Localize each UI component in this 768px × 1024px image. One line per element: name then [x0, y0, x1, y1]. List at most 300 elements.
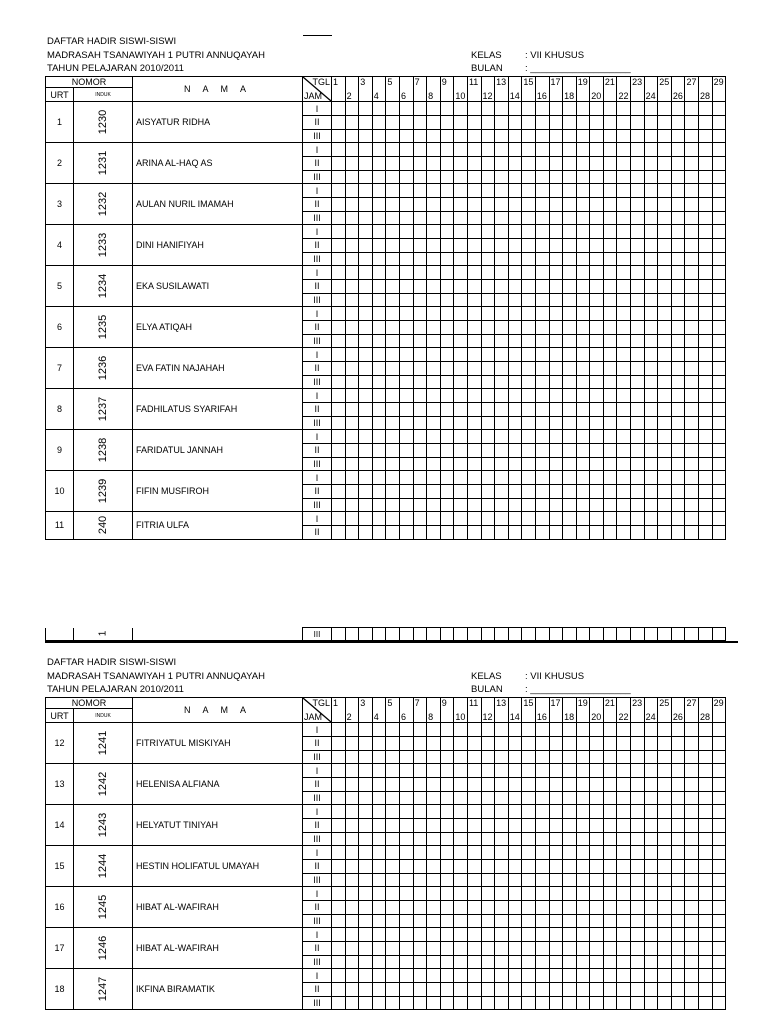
attendance-cell[interactable] — [372, 969, 386, 983]
attendance-cell[interactable] — [508, 362, 522, 376]
attendance-cell[interactable] — [617, 348, 631, 362]
attendance-cell[interactable] — [467, 102, 481, 116]
attendance-cell[interactable] — [481, 471, 495, 485]
attendance-cell[interactable] — [617, 873, 631, 887]
attendance-cell[interactable] — [590, 764, 604, 778]
attendance-cell[interactable] — [699, 498, 713, 512]
attendance-cell[interactable] — [712, 996, 726, 1010]
attendance-cell[interactable] — [644, 846, 658, 860]
attendance-cell[interactable] — [386, 942, 400, 956]
attendance-cell[interactable] — [345, 737, 359, 751]
attendance-cell[interactable] — [386, 362, 400, 376]
attendance-cell[interactable] — [345, 846, 359, 860]
attendance-cell[interactable] — [644, 239, 658, 253]
attendance-cell[interactable] — [644, 887, 658, 901]
attendance-cell[interactable] — [481, 914, 495, 928]
attendance-cell[interactable] — [603, 198, 617, 212]
attendance-cell[interactable] — [413, 471, 427, 485]
attendance-cell[interactable] — [372, 471, 386, 485]
attendance-cell[interactable] — [712, 307, 726, 321]
attendance-cell[interactable] — [495, 996, 509, 1010]
attendance-cell[interactable] — [345, 914, 359, 928]
attendance-cell[interactable] — [685, 832, 699, 846]
attendance-cell[interactable] — [590, 157, 604, 171]
attendance-cell[interactable] — [603, 457, 617, 471]
attendance-cell[interactable] — [345, 819, 359, 833]
attendance-cell[interactable] — [631, 416, 645, 430]
attendance-cell[interactable] — [345, 266, 359, 280]
attendance-cell[interactable] — [671, 252, 685, 266]
attendance-cell[interactable] — [359, 102, 373, 116]
attendance-cell[interactable] — [372, 750, 386, 764]
attendance-cell[interactable] — [522, 805, 536, 819]
attendance-cell[interactable] — [671, 819, 685, 833]
attendance-cell[interactable] — [399, 321, 413, 335]
attendance-cell[interactable] — [603, 143, 617, 157]
attendance-cell[interactable] — [576, 239, 590, 253]
attendance-cell[interactable] — [467, 280, 481, 294]
attendance-cell[interactable] — [495, 471, 509, 485]
attendance-cell[interactable] — [454, 225, 468, 239]
attendance-cell[interactable] — [644, 983, 658, 997]
attendance-cell[interactable] — [345, 129, 359, 143]
attendance-cell[interactable] — [658, 444, 672, 458]
attendance-cell[interactable] — [508, 819, 522, 833]
attendance-cell[interactable] — [671, 846, 685, 860]
attendance-cell[interactable] — [549, 129, 563, 143]
attendance-cell[interactable] — [685, 914, 699, 928]
attendance-cell[interactable] — [685, 498, 699, 512]
attendance-cell[interactable] — [712, 873, 726, 887]
attendance-cell[interactable] — [658, 252, 672, 266]
attendance-cell[interactable] — [699, 819, 713, 833]
attendance-cell[interactable] — [386, 983, 400, 997]
attendance-cell[interactable] — [467, 996, 481, 1010]
attendance-cell[interactable] — [699, 737, 713, 751]
attendance-cell[interactable] — [508, 293, 522, 307]
attendance-cell[interactable] — [576, 737, 590, 751]
attendance-cell[interactable] — [399, 805, 413, 819]
attendance-cell[interactable] — [644, 526, 658, 540]
attendance-cell[interactable] — [617, 416, 631, 430]
attendance-cell[interactable] — [576, 170, 590, 184]
attendance-cell[interactable] — [712, 485, 726, 499]
attendance-cell[interactable] — [467, 198, 481, 212]
attendance-cell[interactable] — [440, 873, 454, 887]
attendance-cell[interactable] — [603, 901, 617, 915]
attendance-cell[interactable] — [535, 928, 549, 942]
attendance-cell[interactable] — [386, 737, 400, 751]
attendance-cell[interactable] — [467, 348, 481, 362]
attendance-cell[interactable] — [576, 901, 590, 915]
attendance-cell[interactable] — [563, 430, 577, 444]
attendance-cell[interactable] — [372, 498, 386, 512]
attendance-cell[interactable] — [590, 498, 604, 512]
attendance-cell[interactable] — [535, 498, 549, 512]
attendance-cell[interactable] — [372, 512, 386, 526]
attendance-cell[interactable] — [699, 873, 713, 887]
attendance-cell[interactable] — [386, 239, 400, 253]
attendance-cell[interactable] — [685, 860, 699, 874]
attendance-cell[interactable] — [440, 942, 454, 956]
attendance-cell[interactable] — [467, 832, 481, 846]
attendance-cell[interactable] — [522, 129, 536, 143]
attendance-cell[interactable] — [413, 526, 427, 540]
attendance-cell[interactable] — [427, 239, 441, 253]
attendance-cell[interactable] — [631, 321, 645, 335]
attendance-cell[interactable] — [495, 498, 509, 512]
attendance-cell[interactable] — [535, 334, 549, 348]
attendance-cell[interactable] — [644, 293, 658, 307]
attendance-cell[interactable] — [590, 942, 604, 956]
attendance-cell[interactable] — [658, 846, 672, 860]
attendance-cell[interactable] — [712, 211, 726, 225]
attendance-cell[interactable] — [495, 778, 509, 792]
attendance-cell[interactable] — [440, 778, 454, 792]
attendance-cell[interactable] — [699, 102, 713, 116]
attendance-cell[interactable] — [495, 764, 509, 778]
attendance-cell[interactable] — [535, 805, 549, 819]
attendance-cell[interactable] — [712, 375, 726, 389]
attendance-cell[interactable] — [671, 389, 685, 403]
attendance-cell[interactable] — [590, 198, 604, 212]
attendance-cell[interactable] — [549, 498, 563, 512]
attendance-cell[interactable] — [549, 252, 563, 266]
attendance-cell[interactable] — [699, 955, 713, 969]
attendance-cell[interactable] — [481, 457, 495, 471]
attendance-cell[interactable] — [590, 239, 604, 253]
attendance-cell[interactable] — [699, 846, 713, 860]
attendance-cell[interactable] — [508, 157, 522, 171]
attendance-cell[interactable] — [454, 901, 468, 915]
attendance-cell[interactable] — [535, 416, 549, 430]
attendance-cell[interactable] — [454, 983, 468, 997]
attendance-cell[interactable] — [617, 198, 631, 212]
attendance-cell[interactable] — [481, 526, 495, 540]
attendance-cell[interactable] — [508, 723, 522, 737]
attendance-cell[interactable] — [590, 873, 604, 887]
attendance-cell[interactable] — [345, 526, 359, 540]
attendance-cell[interactable] — [399, 983, 413, 997]
attendance-cell[interactable] — [617, 805, 631, 819]
attendance-cell[interactable] — [699, 996, 713, 1010]
attendance-cell[interactable] — [644, 348, 658, 362]
attendance-cell[interactable] — [658, 157, 672, 171]
attendance-cell[interactable] — [427, 116, 441, 130]
attendance-cell[interactable] — [399, 764, 413, 778]
attendance-cell[interactable] — [372, 983, 386, 997]
attendance-cell[interactable] — [617, 485, 631, 499]
attendance-cell[interactable] — [345, 389, 359, 403]
attendance-cell[interactable] — [590, 969, 604, 983]
attendance-cell[interactable] — [549, 819, 563, 833]
attendance-cell[interactable] — [617, 225, 631, 239]
attendance-cell[interactable] — [644, 416, 658, 430]
attendance-cell[interactable] — [359, 723, 373, 737]
attendance-cell[interactable] — [345, 750, 359, 764]
attendance-cell[interactable] — [699, 457, 713, 471]
attendance-cell[interactable] — [454, 416, 468, 430]
attendance-cell[interactable] — [535, 873, 549, 887]
attendance-cell[interactable] — [454, 170, 468, 184]
attendance-cell[interactable] — [631, 628, 645, 641]
attendance-cell[interactable] — [699, 321, 713, 335]
attendance-cell[interactable] — [413, 955, 427, 969]
attendance-cell[interactable] — [508, 184, 522, 198]
attendance-cell[interactable] — [576, 805, 590, 819]
attendance-cell[interactable] — [332, 184, 346, 198]
attendance-cell[interactable] — [399, 498, 413, 512]
attendance-cell[interactable] — [631, 846, 645, 860]
attendance-cell[interactable] — [576, 791, 590, 805]
attendance-cell[interactable] — [332, 129, 346, 143]
attendance-cell[interactable] — [454, 512, 468, 526]
attendance-cell[interactable] — [345, 628, 359, 641]
attendance-cell[interactable] — [549, 887, 563, 901]
attendance-cell[interactable] — [427, 846, 441, 860]
attendance-cell[interactable] — [617, 764, 631, 778]
attendance-cell[interactable] — [712, 389, 726, 403]
attendance-cell[interactable] — [481, 764, 495, 778]
attendance-cell[interactable] — [413, 416, 427, 430]
attendance-cell[interactable] — [671, 512, 685, 526]
attendance-cell[interactable] — [413, 102, 427, 116]
attendance-cell[interactable] — [603, 750, 617, 764]
attendance-cell[interactable] — [603, 778, 617, 792]
attendance-cell[interactable] — [413, 901, 427, 915]
attendance-cell[interactable] — [671, 928, 685, 942]
attendance-cell[interactable] — [549, 628, 563, 641]
attendance-cell[interactable] — [563, 266, 577, 280]
attendance-cell[interactable] — [563, 628, 577, 641]
attendance-cell[interactable] — [427, 832, 441, 846]
attendance-cell[interactable] — [535, 457, 549, 471]
attendance-cell[interactable] — [359, 430, 373, 444]
attendance-cell[interactable] — [372, 942, 386, 956]
attendance-cell[interactable] — [590, 955, 604, 969]
attendance-cell[interactable] — [332, 375, 346, 389]
attendance-cell[interactable] — [658, 471, 672, 485]
attendance-cell[interactable] — [535, 832, 549, 846]
attendance-cell[interactable] — [671, 723, 685, 737]
attendance-cell[interactable] — [427, 983, 441, 997]
attendance-cell[interactable] — [563, 321, 577, 335]
attendance-cell[interactable] — [535, 225, 549, 239]
attendance-cell[interactable] — [386, 955, 400, 969]
attendance-cell[interactable] — [712, 252, 726, 266]
attendance-cell[interactable] — [549, 928, 563, 942]
attendance-cell[interactable] — [617, 170, 631, 184]
attendance-cell[interactable] — [345, 430, 359, 444]
attendance-cell[interactable] — [617, 526, 631, 540]
attendance-cell[interactable] — [563, 485, 577, 499]
attendance-cell[interactable] — [399, 485, 413, 499]
attendance-cell[interactable] — [332, 239, 346, 253]
attendance-cell[interactable] — [685, 430, 699, 444]
attendance-cell[interactable] — [549, 512, 563, 526]
attendance-cell[interactable] — [508, 170, 522, 184]
attendance-cell[interactable] — [631, 362, 645, 376]
attendance-cell[interactable] — [522, 362, 536, 376]
attendance-cell[interactable] — [467, 321, 481, 335]
attendance-cell[interactable] — [413, 321, 427, 335]
attendance-cell[interactable] — [658, 805, 672, 819]
attendance-cell[interactable] — [590, 375, 604, 389]
attendance-cell[interactable] — [712, 102, 726, 116]
attendance-cell[interactable] — [454, 143, 468, 157]
attendance-cell[interactable] — [359, 280, 373, 294]
attendance-cell[interactable] — [712, 887, 726, 901]
attendance-cell[interactable] — [631, 969, 645, 983]
attendance-cell[interactable] — [563, 750, 577, 764]
attendance-cell[interactable] — [699, 805, 713, 819]
attendance-cell[interactable] — [386, 416, 400, 430]
attendance-cell[interactable] — [712, 942, 726, 956]
attendance-cell[interactable] — [644, 307, 658, 321]
attendance-cell[interactable] — [440, 996, 454, 1010]
attendance-cell[interactable] — [671, 334, 685, 348]
attendance-cell[interactable] — [535, 198, 549, 212]
attendance-cell[interactable] — [495, 750, 509, 764]
attendance-cell[interactable] — [467, 764, 481, 778]
attendance-cell[interactable] — [576, 307, 590, 321]
attendance-cell[interactable] — [399, 334, 413, 348]
attendance-cell[interactable] — [427, 225, 441, 239]
attendance-cell[interactable] — [563, 375, 577, 389]
attendance-cell[interactable] — [563, 184, 577, 198]
attendance-cell[interactable] — [522, 389, 536, 403]
attendance-cell[interactable] — [671, 750, 685, 764]
attendance-cell[interactable] — [576, 375, 590, 389]
attendance-cell[interactable] — [495, 375, 509, 389]
attendance-cell[interactable] — [603, 955, 617, 969]
attendance-cell[interactable] — [549, 444, 563, 458]
attendance-cell[interactable] — [467, 887, 481, 901]
attendance-cell[interactable] — [495, 170, 509, 184]
attendance-cell[interactable] — [617, 471, 631, 485]
attendance-cell[interactable] — [576, 526, 590, 540]
attendance-cell[interactable] — [563, 293, 577, 307]
attendance-cell[interactable] — [413, 362, 427, 376]
attendance-cell[interactable] — [563, 334, 577, 348]
attendance-cell[interactable] — [631, 239, 645, 253]
attendance-cell[interactable] — [549, 102, 563, 116]
attendance-cell[interactable] — [332, 846, 346, 860]
attendance-cell[interactable] — [712, 444, 726, 458]
attendance-cell[interactable] — [563, 170, 577, 184]
attendance-cell[interactable] — [699, 184, 713, 198]
attendance-cell[interactable] — [644, 805, 658, 819]
attendance-cell[interactable] — [712, 129, 726, 143]
attendance-cell[interactable] — [617, 362, 631, 376]
attendance-cell[interactable] — [603, 334, 617, 348]
attendance-cell[interactable] — [658, 860, 672, 874]
attendance-cell[interactable] — [603, 512, 617, 526]
attendance-cell[interactable] — [454, 737, 468, 751]
attendance-cell[interactable] — [481, 791, 495, 805]
attendance-cell[interactable] — [372, 526, 386, 540]
attendance-cell[interactable] — [481, 416, 495, 430]
attendance-cell[interactable] — [427, 389, 441, 403]
attendance-cell[interactable] — [399, 832, 413, 846]
attendance-cell[interactable] — [467, 873, 481, 887]
attendance-cell[interactable] — [644, 512, 658, 526]
attendance-cell[interactable] — [495, 914, 509, 928]
attendance-cell[interactable] — [345, 928, 359, 942]
attendance-cell[interactable] — [576, 116, 590, 130]
attendance-cell[interactable] — [399, 307, 413, 321]
attendance-cell[interactable] — [644, 471, 658, 485]
attendance-cell[interactable] — [427, 307, 441, 321]
attendance-cell[interactable] — [685, 280, 699, 294]
attendance-cell[interactable] — [617, 498, 631, 512]
attendance-cell[interactable] — [454, 116, 468, 130]
attendance-cell[interactable] — [440, 198, 454, 212]
attendance-cell[interactable] — [454, 498, 468, 512]
attendance-cell[interactable] — [522, 764, 536, 778]
attendance-cell[interactable] — [481, 198, 495, 212]
attendance-cell[interactable] — [413, 498, 427, 512]
attendance-cell[interactable] — [590, 723, 604, 737]
attendance-cell[interactable] — [427, 444, 441, 458]
attendance-cell[interactable] — [549, 955, 563, 969]
attendance-cell[interactable] — [631, 498, 645, 512]
attendance-cell[interactable] — [372, 955, 386, 969]
attendance-cell[interactable] — [345, 996, 359, 1010]
attendance-cell[interactable] — [427, 321, 441, 335]
attendance-cell[interactable] — [685, 983, 699, 997]
attendance-cell[interactable] — [467, 805, 481, 819]
attendance-cell[interactable] — [535, 239, 549, 253]
attendance-cell[interactable] — [549, 471, 563, 485]
attendance-cell[interactable] — [413, 942, 427, 956]
attendance-cell[interactable] — [386, 832, 400, 846]
attendance-cell[interactable] — [413, 143, 427, 157]
attendance-cell[interactable] — [549, 457, 563, 471]
attendance-cell[interactable] — [440, 512, 454, 526]
attendance-cell[interactable] — [481, 129, 495, 143]
attendance-cell[interactable] — [467, 266, 481, 280]
attendance-cell[interactable] — [712, 914, 726, 928]
attendance-cell[interactable] — [699, 143, 713, 157]
attendance-cell[interactable] — [454, 102, 468, 116]
attendance-cell[interactable] — [467, 969, 481, 983]
attendance-cell[interactable] — [590, 914, 604, 928]
attendance-cell[interactable] — [535, 102, 549, 116]
attendance-cell[interactable] — [712, 198, 726, 212]
attendance-cell[interactable] — [522, 512, 536, 526]
attendance-cell[interactable] — [535, 628, 549, 641]
attendance-cell[interactable] — [522, 375, 536, 389]
attendance-cell[interactable] — [467, 143, 481, 157]
attendance-cell[interactable] — [440, 832, 454, 846]
attendance-cell[interactable] — [467, 239, 481, 253]
attendance-cell[interactable] — [467, 457, 481, 471]
attendance-cell[interactable] — [332, 225, 346, 239]
attendance-cell[interactable] — [617, 143, 631, 157]
attendance-cell[interactable] — [522, 887, 536, 901]
attendance-cell[interactable] — [658, 628, 672, 641]
attendance-cell[interactable] — [549, 873, 563, 887]
attendance-cell[interactable] — [440, 471, 454, 485]
attendance-cell[interactable] — [671, 832, 685, 846]
attendance-cell[interactable] — [508, 832, 522, 846]
attendance-cell[interactable] — [617, 832, 631, 846]
attendance-cell[interactable] — [699, 791, 713, 805]
attendance-cell[interactable] — [386, 873, 400, 887]
attendance-cell[interactable] — [617, 887, 631, 901]
attendance-cell[interactable] — [576, 143, 590, 157]
